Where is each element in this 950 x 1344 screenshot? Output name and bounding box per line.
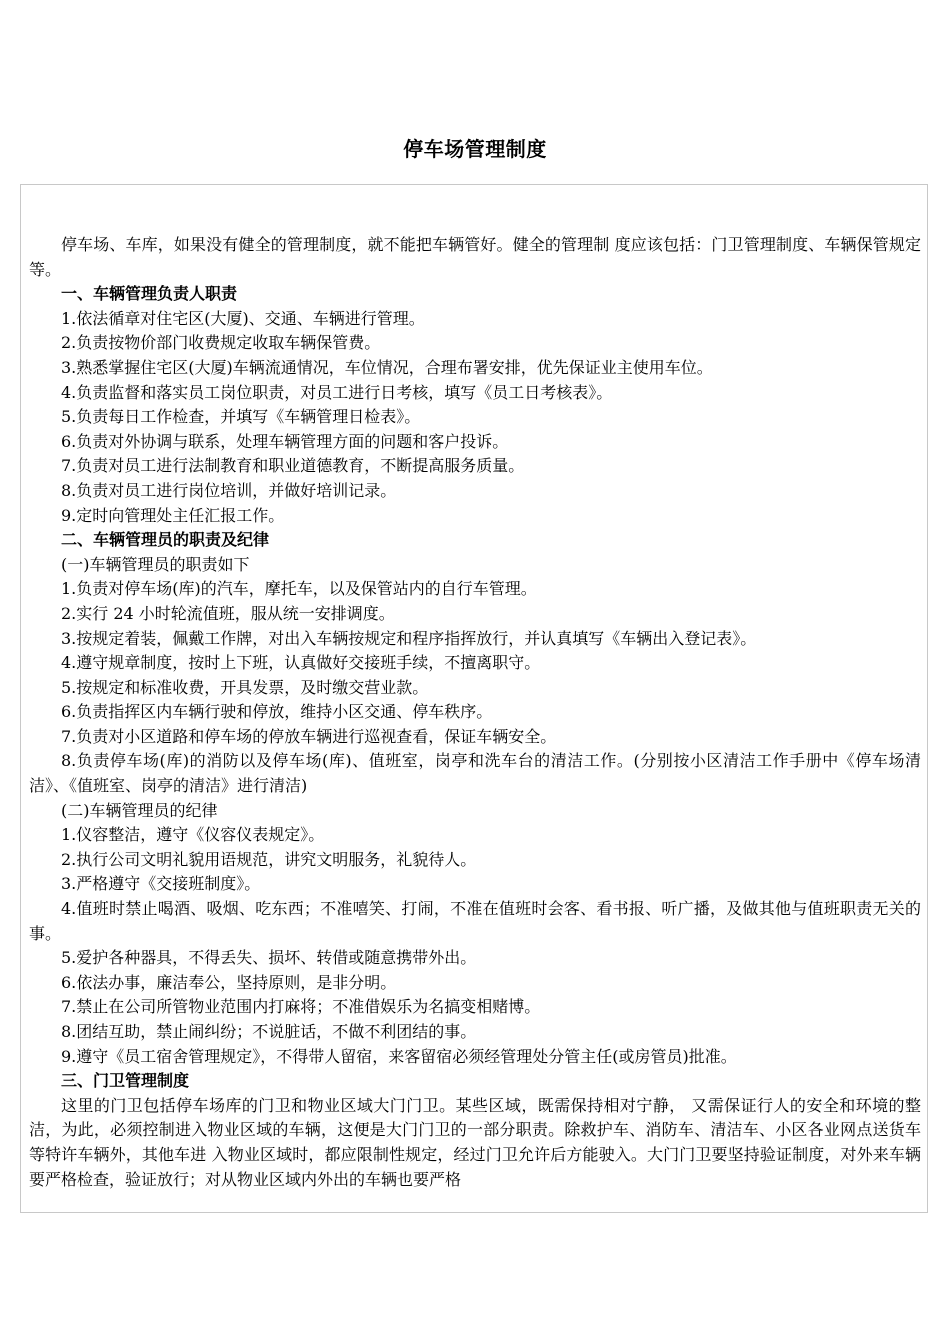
list-item: 4.遵守规章制度，按时上下班，认真做好交接班手续，不擅离职守。 <box>61 653 541 673</box>
list-item: 2.执行公司文明礼貌用语规范，讲究文明服务，礼貌待人。 <box>61 849 477 869</box>
section-2-subheading-duties: (一)车辆管理员的职责如下 <box>61 554 250 574</box>
page-title: 停车场管理制度 <box>403 137 547 161</box>
list-item: 9.遵守《员工宿舍管理规定》，不得带人留宿，来客留宿必须经管理处分管主任(或房管员)批准。 <box>61 1046 737 1066</box>
section-2-heading: 二、车辆管理员的职责及纪律 <box>61 530 270 550</box>
section-2-discipline-list <box>29 823 921 1069</box>
list-item: 8.团结互助，禁止闹纠纷；不说脏话，不做不利团结的事。 <box>61 1022 477 1041</box>
document-frame <box>20 184 928 1213</box>
list-item: 8.负责停车场(库)的消防以及停车场(库)、值班室，岗亭和洗车台的清洁工作。(分别按小区清洁工作手册中《停车场清洁》、《值班室、岗亭的清洁》进行清洁) <box>29 751 921 796</box>
list-item: 1.仪容整洁，遵守《仪容仪表规定》。 <box>61 825 325 845</box>
list-item: 2.实行 24 小时轮流值班，服从统一安排调度。 <box>61 603 395 623</box>
list-item: 6.负责指挥区内车辆行驶和停放，维持小区交通、停车秩序。 <box>61 702 493 722</box>
list-item: 4.负责监督和落实员工岗位职责，对员工进行日考核，填写《员工日考核表》。 <box>61 382 613 402</box>
intro-paragraph: 停车场、车库，如果没有健全的管理制度，就不能把车辆管好。健全的管理制 度应该包括：门卫管理制度、车辆保管规定等。 <box>29 235 921 279</box>
list-item: 3.按规定着装，佩戴工作牌，对出入车辆按规定和程序指挥放行，并认真填写《车辆出入登记表》。 <box>61 628 757 648</box>
list-item: 3.严格遵守《交接班制度》。 <box>61 874 261 894</box>
section-3-paragraph: 这里的门卫包括停车场库的门卫和物业区域大门门卫。某些区域，既需保持相对宁静， 又需保证行人的安全和环境的整洁，为此，必须控制进入物业区域的车辆，这便是大门门卫的一部分职责。除救护车、消防车、清洁车、小区各业网点送货车等特许车辆外，其他车进 入物业区域时，都应限制性规定，经过门卫允许后方能驶入。大门门卫要坚持验证制度，对外来车辆要严格检查，验证放行；对从物业区域内外出的车辆也要严格 <box>29 1095 921 1189</box>
list-item: 1.负责对停车场(库)的汽车，摩托车，以及保管站内的自行车管理。 <box>61 579 537 599</box>
document-body <box>29 233 921 1192</box>
list-item: 7.负责对小区道路和停车场的停放车辆进行巡视查看，保证车辆安全。 <box>61 726 557 746</box>
list-item: 1.依法循章对住宅区(大厦)、交通、车辆进行管理。 <box>61 308 425 328</box>
list-item: 8.负责对员工进行岗位培训，并做好培训记录。 <box>61 480 397 500</box>
list-item: 9.定时向管理处主任汇报工作。 <box>61 505 285 525</box>
section-2-duties-list <box>29 577 921 798</box>
list-item: 6.依法办事，廉洁奉公，坚持原则，是非分明。 <box>61 972 397 992</box>
list-item: 5.按规定和标准收费，开具发票，及时缴交营业款。 <box>61 677 429 697</box>
section-1-list <box>29 307 921 528</box>
list-item: 5.爱护各种器具，不得丢失、损坏、转借或随意携带外出。 <box>61 948 477 968</box>
list-item: 6.负责对外协调与联系，处理车辆管理方面的问题和客户投诉。 <box>61 431 509 451</box>
section-1-heading: 一、车辆管理负责人职责 <box>61 284 238 304</box>
list-item: 5.负责每日工作检查，并填写《车辆管理日检表》。 <box>61 407 421 427</box>
section-2-subheading-discipline: (二)车辆管理员的纪律 <box>61 800 218 820</box>
list-item: 2.负责按物价部门收费规定收取车辆保管费。 <box>61 333 381 353</box>
list-item: 7.负责对员工进行法制教育和职业道德教育，不断提高服务质量。 <box>61 456 525 476</box>
list-item: 3.熟悉掌握住宅区(大厦)车辆流通情况，车位情况，合理布署安排，优先保证业主使用车位。 <box>61 357 713 377</box>
section-3-heading: 三、门卫管理制度 <box>61 1071 190 1091</box>
list-item: 7.禁止在公司所管物业范围内打麻将；不准借娱乐为名搞变相赌博。 <box>61 997 541 1017</box>
list-item: 4.值班时禁止喝酒、吸烟、吃东西；不准嘻笑、打闹，不准在值班时会客、看书报、听广播，及做其他与值班职责无关的事。 <box>29 899 921 943</box>
